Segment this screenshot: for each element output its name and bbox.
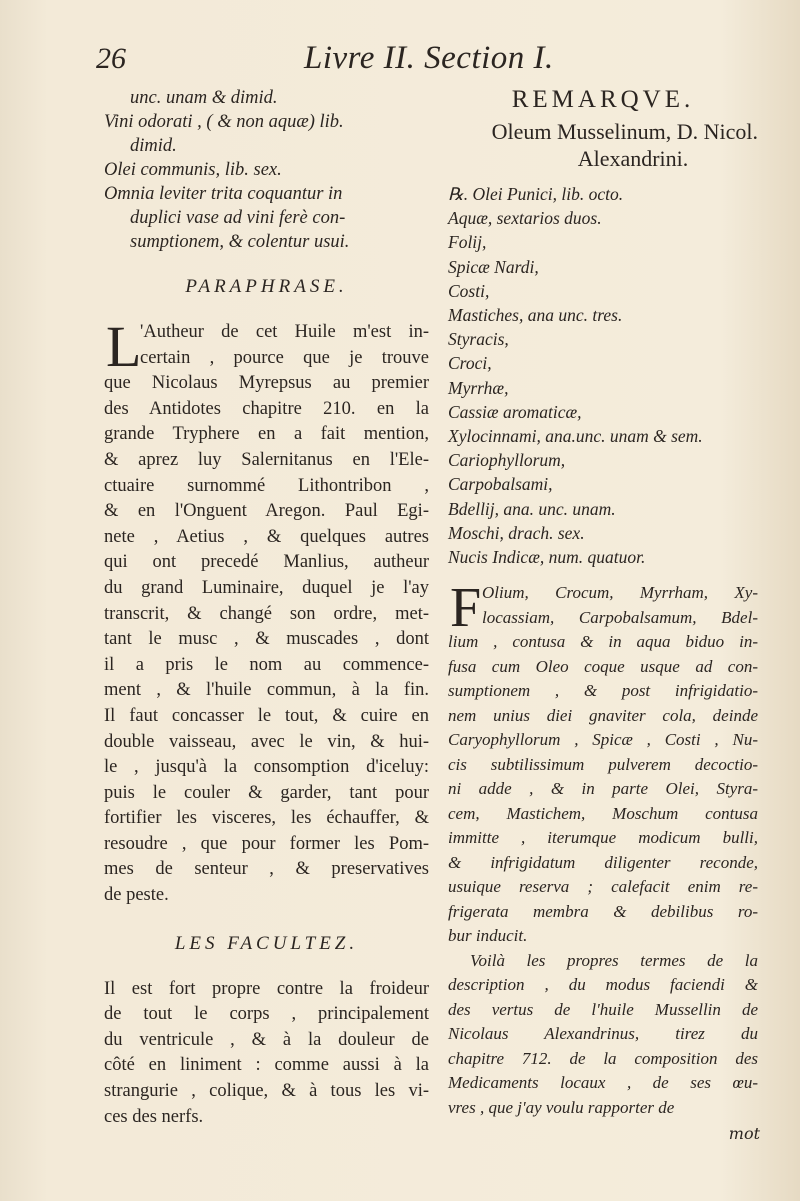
- latin-line: cem, Mastichem, Moschum contusa: [448, 803, 758, 823]
- remarque-heading: REMARQVE.: [511, 86, 695, 113]
- closing-line: des vertus de l'huile Mussellin de: [448, 999, 758, 1019]
- ingredient-line: Cassiæ aromaticæ,: [448, 401, 582, 422]
- recipe-line: Vini odorati , ( & non aquæ) lib.: [104, 112, 344, 132]
- ingredient-line: Folij,: [448, 232, 487, 253]
- latin-line: cis subtilissimum pulverem decoctio-: [448, 754, 758, 774]
- closing-line: Voilà les propres termes de la: [470, 950, 758, 970]
- latin-block: [448, 577, 758, 949]
- facultez-line: côté en liniment : comme aussi à la: [104, 1055, 429, 1076]
- ingredient-line: Styracis,: [448, 329, 509, 350]
- latin-line: frigerata membra & debilibus ro-: [448, 901, 758, 921]
- ingredient-line: Bdellij, ana. unc. unam.: [448, 498, 616, 519]
- paraphrase-line: fortifier les visceres, les échauffer, &: [104, 808, 429, 829]
- closing-line: vres , que j'ay voulu rapporter de: [448, 1097, 675, 1117]
- paraphrase-line: & en l'Onguent Aregon. Paul Egi-: [104, 501, 429, 522]
- closing-line: Medicaments locaux , de ses œu-: [448, 1073, 758, 1093]
- recipe-line: Olei communis, lib. sex.: [104, 160, 282, 180]
- latin-dropcap: F: [450, 577, 482, 640]
- paraphrase-line: ctuaire surnommé Lithontribon ,: [104, 475, 429, 496]
- latin-text: [448, 577, 758, 949]
- ingredient-line: Carpobalsami,: [448, 474, 553, 495]
- paraphrase-line: double vaisseau, avec le vin, & hui-: [104, 731, 429, 752]
- recipe-line: sumptionem, & colentur usui.: [130, 232, 350, 252]
- latin-line: Olium, Crocum, Myrrham, Xy-: [482, 583, 758, 603]
- closing-line: description , du modus faciendi &: [448, 975, 758, 995]
- latin-line: locassiam, Carpobalsamum, Bdel-: [482, 607, 758, 627]
- latin-line: ni adde , & in parte Olei, Styra-: [448, 779, 758, 799]
- ingredient-line: Moschi, drach. sex.: [448, 522, 585, 543]
- closing-text: [448, 949, 758, 1121]
- closing-line: Nicolaus Alexandrinus, tirez du: [448, 1024, 758, 1044]
- remarque-subtitle: [448, 118, 758, 172]
- latin-line: lium , contusa & in aqua biduo in-: [448, 632, 758, 652]
- paraphrase-line: tant le musc , & muscades , dont: [104, 629, 429, 650]
- paraphrase-line: il a pris le nom au commence-: [104, 654, 429, 675]
- latin-line: usuique reserva ; calefacit enim re-: [448, 877, 758, 897]
- ingredient-line: Myrrhæ,: [448, 377, 509, 398]
- closing-line: chapitre 712. de la composition des: [448, 1048, 758, 1068]
- latin-line: sumptionem , & post infrigidatio-: [448, 681, 758, 701]
- page-number: 26: [96, 42, 126, 75]
- subtitle-line: Oleum Musselinum, D. Nicol.: [491, 119, 758, 144]
- ingredient-line: Nucis Indicæ, num. quatuor.: [448, 547, 646, 568]
- ingredient-line: Cariophyllorum,: [448, 450, 566, 471]
- paraphrase-line: puis le couler & garder, tant pour: [104, 782, 429, 803]
- latin-line: nem unius diei gnaviter cola, deinde: [448, 705, 758, 725]
- paraphrase-line: de peste.: [104, 885, 169, 906]
- paraphrase-line: qui ont precedé Manlius, autheur: [104, 552, 429, 573]
- latin-line: fusa cum Oleo coque usque ad con-: [448, 656, 758, 676]
- subtitle-line: Alexandrini.: [577, 146, 689, 171]
- facultez-line: de tout le corps , principalement: [104, 1004, 429, 1025]
- running-title: Livre II. Section I.: [304, 40, 554, 76]
- right-column: [448, 86, 758, 1120]
- paraphrase-dropcap: L: [106, 314, 142, 379]
- left-column: [104, 86, 429, 1130]
- paraphrase-line: resoudre , que pour former les Pom-: [104, 833, 429, 854]
- facultez-heading: LES FACULTEZ.: [174, 932, 359, 954]
- paraphrase-line: nete , Aetius , & quelques autres: [104, 526, 429, 547]
- ingredient-line: ℞. Olei Punici, lib. octo.: [448, 184, 624, 204]
- paraphrase-line: Il faut concasser le tout, & cuire en: [104, 705, 429, 726]
- facultez-line: Il est fort propre contre la froideur: [104, 978, 429, 999]
- recipe-line: Omnia leviter trita coquantur in: [104, 184, 343, 204]
- paraphrase-line: que Nicolaus Myrepsus au premier: [104, 373, 429, 394]
- facultez-line: strangurie , colique, & à tous les vi-: [104, 1081, 429, 1102]
- ingredient-line: Costi,: [448, 280, 490, 301]
- catchword: mot: [728, 1124, 760, 1143]
- ingredient-list: [448, 182, 758, 569]
- paraphrase-block: [104, 314, 429, 909]
- facultez-line: du ventricule , & à la douleur de: [104, 1029, 429, 1050]
- latin-line: & infrigidatum diligenter reconde,: [448, 852, 758, 872]
- ingredient-line: Croci,: [448, 353, 492, 374]
- latin-line: Caryophyllorum , Spicæ , Costi , Nu-: [448, 730, 758, 750]
- latin-line: immitte , iterumque modicum bulli,: [448, 828, 758, 848]
- recipe-line: duplici vase ad vini ferè con-: [130, 208, 346, 228]
- recipe-continuation: [104, 86, 429, 254]
- paraphrase-line: grande Tryphere en a fait mention,: [104, 424, 429, 445]
- paraphrase-heading: PARAPHRASE.: [185, 276, 348, 297]
- paraphrase-line: mes de senteur , & preservatives: [104, 859, 429, 880]
- paraphrase-line: le , jusqu'à la consomption d'iceluy:: [104, 757, 429, 778]
- paraphrase-line: 'Autheur de cet Huile m'est in-: [140, 322, 429, 342]
- paraphrase-line: du grand Luminaire, duquel je l'ay: [104, 577, 429, 598]
- facultez-text: [104, 977, 429, 1131]
- recipe-line: dimid.: [130, 136, 177, 156]
- recipe-line: unc. unam & dimid.: [130, 88, 278, 108]
- paraphrase-line: ment , & l'huile commun, à la fin.: [104, 680, 429, 701]
- paraphrase-line: des Antidotes chapitre 210. en la: [104, 398, 429, 419]
- ingredient-line: Xylocinnami, ana.unc. unam & sem.: [448, 426, 703, 447]
- paraphrase-line: transcrit, & changé son ordre, met-: [104, 603, 429, 624]
- facultez-line: ces des nerfs.: [104, 1106, 204, 1127]
- ingredient-line: Mastiches, ana unc. tres.: [448, 305, 623, 326]
- paraphrase-text: [104, 314, 429, 909]
- latin-line: bur inducit.: [448, 926, 528, 946]
- paraphrase-line: & aprez luy Salernitanus en l'Ele-: [104, 449, 429, 470]
- page-header: [96, 40, 650, 90]
- paraphrase-line: certain , pource que je trouve: [140, 347, 429, 368]
- ingredient-line: Spicæ Nardi,: [448, 256, 539, 277]
- ingredient-line: Aquæ, sextarios duos.: [448, 208, 602, 229]
